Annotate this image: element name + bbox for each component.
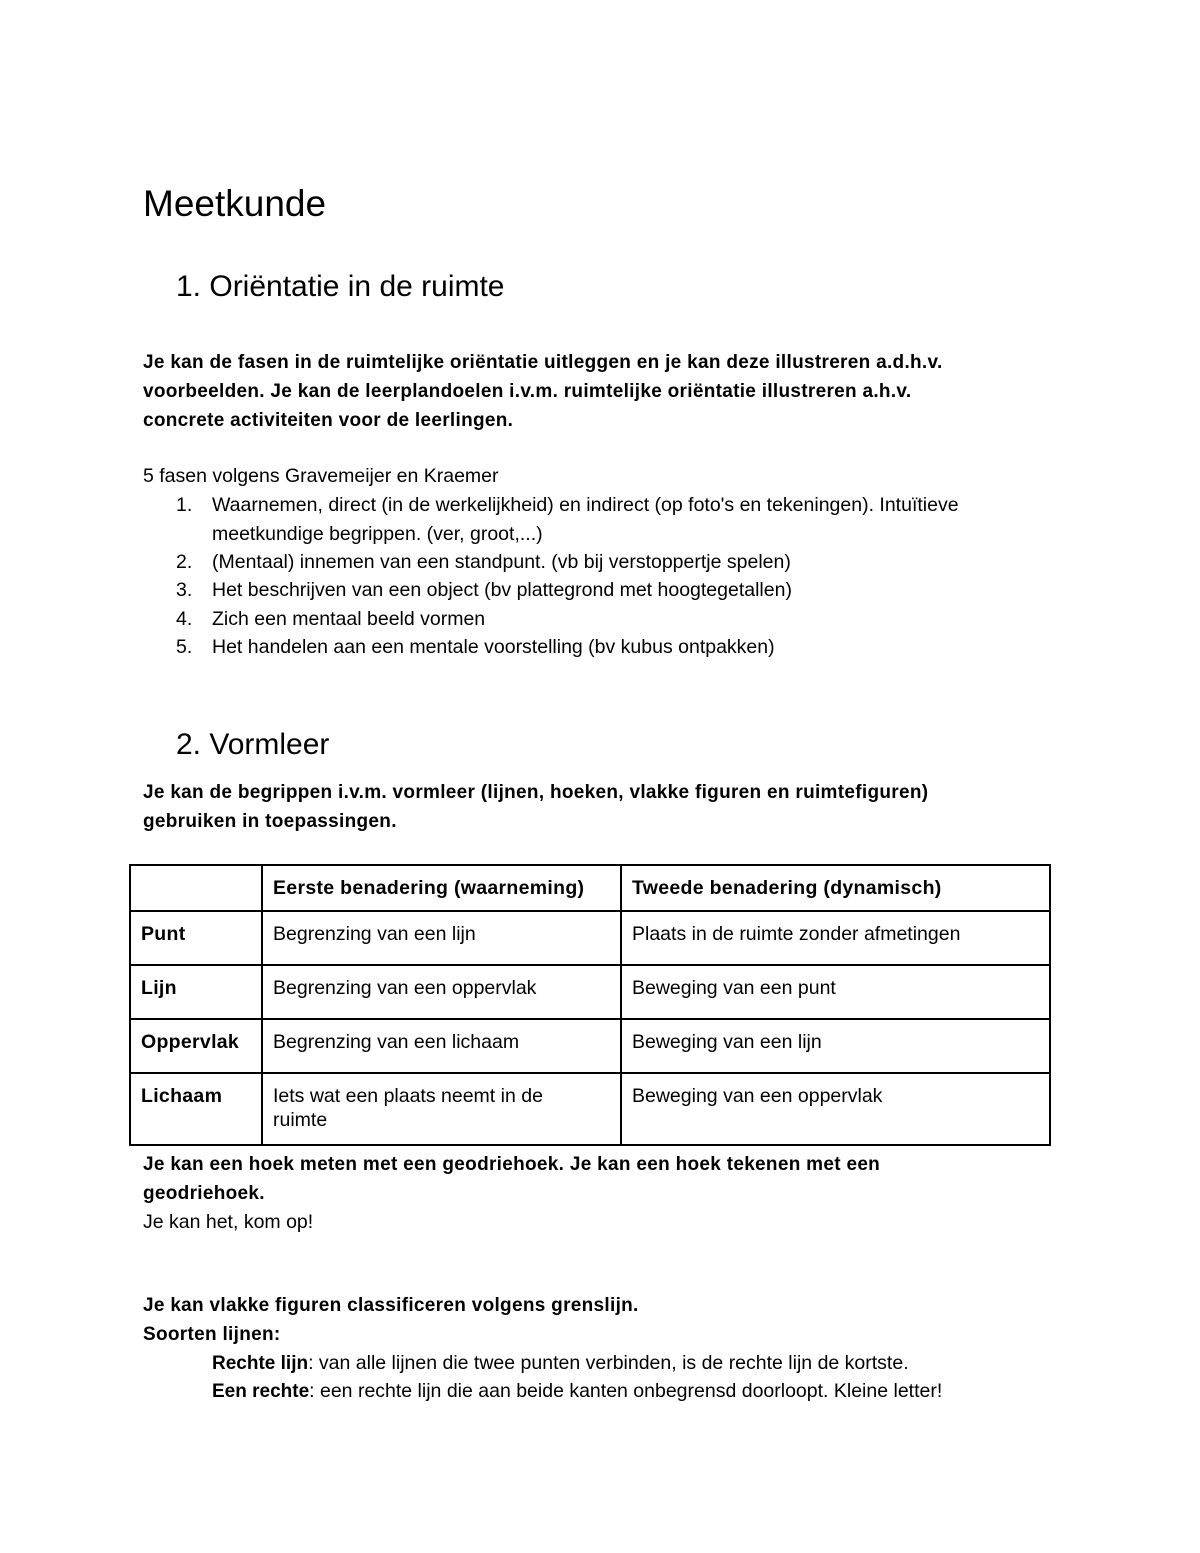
- row-label: Lijn: [130, 965, 262, 1019]
- section-2-goal-line: gebruiken in toepassingen.: [143, 811, 397, 832]
- row-label: Lichaam: [130, 1073, 262, 1145]
- row-label: Punt: [130, 911, 262, 965]
- table-cell: Beweging van een lijn: [621, 1019, 1050, 1073]
- hoek-goal-line: geodriehoek.: [143, 1183, 265, 1204]
- table-header-cell: Tweede benadering (dynamisch): [621, 865, 1050, 911]
- table-cell: Begrenzing van een lichaam: [262, 1019, 621, 1073]
- definition-term: Rechte lijn: [212, 1353, 309, 1374]
- section-1-goal-line: concrete activiteiten voor de leerlingen.: [143, 410, 514, 431]
- table-cell: Beweging van een punt: [621, 965, 1050, 1019]
- table-row: [130, 1073, 1050, 1145]
- list-text: Zich een mentaal beeld vormen: [212, 608, 486, 630]
- list-text: (Mentaal) innemen van een standpunt. (vb bij verstoppertje spelen): [212, 551, 791, 573]
- definition-text: : van alle lijnen die twee punten verbinden, is de rechte lijn de kortste.: [308, 1352, 909, 1374]
- section-1-heading: 1. Oriëntatie in de ruimte: [176, 270, 505, 303]
- definition-een-rechte: [212, 1380, 942, 1403]
- definition-rechte-lijn: [212, 1352, 909, 1375]
- section-2-goal-line: Je kan de begrippen i.v.m. vormleer (lijnen, hoeken, vlakke figuren en ruimtefiguren): [143, 782, 929, 803]
- list-number: 4.: [176, 608, 193, 630]
- list-number: 5.: [176, 636, 193, 658]
- table-cell: Plaats in de ruimte zonder afmetingen: [621, 911, 1050, 965]
- vormleer-table: [129, 864, 1051, 1146]
- table-row: [130, 1019, 1050, 1073]
- hoek-goal-line: Je kan een hoek meten met een geodriehoek. Je kan een hoek tekenen met een: [143, 1154, 881, 1175]
- list-text: Het beschrijven van een object (bv plattegrond met hoogtegetallen): [212, 579, 792, 601]
- definition-text: : een rechte lijn die aan beide kanten onbegrensd doorloopt. Kleine letter!: [309, 1380, 943, 1402]
- list-number: 2.: [176, 551, 193, 573]
- table-cell: Begrenzing van een oppervlak: [262, 965, 621, 1019]
- table-cell: Beweging van een oppervlak: [621, 1073, 1050, 1145]
- table-cell: Iets wat een plaats neemt in de ruimte: [262, 1073, 621, 1145]
- table-header-cell: [130, 865, 262, 911]
- section-1-goal-line: Je kan de fasen in de ruimtelijke oriëntatie uitleggen en je kan deze illustreren a.d.h.v.: [143, 352, 943, 373]
- list-text: Het handelen aan een mentale voorstelling (bv kubus ontpakken): [212, 636, 775, 658]
- list-text: meetkundige begrippen. (ver, groot,...): [212, 523, 543, 545]
- list-number: 3.: [176, 579, 193, 601]
- section-2-heading: 2. Vormleer: [176, 728, 330, 761]
- table-row: [130, 911, 1050, 965]
- table-cell: Begrenzing van een lijn: [262, 911, 621, 965]
- list-number: 1.: [176, 494, 193, 516]
- list-text: Waarnemen, direct (in de werkelijkheid) en indirect (op foto's en tekeningen). Intuïtieve: [212, 494, 959, 516]
- table-row: [130, 965, 1050, 1019]
- soorten-lijnen-label: Soorten lijnen:: [143, 1324, 281, 1345]
- vlakke-figuren-goal: Je kan vlakke figuren classificeren volgens grenslijn.: [143, 1295, 639, 1316]
- fasen-intro: 5 fasen volgens Gravemeijer en Kraemer: [143, 465, 499, 487]
- table-header-cell: Eerste benadering (waarneming): [262, 865, 621, 911]
- hoek-note: Je kan het, kom op!: [143, 1211, 314, 1233]
- page-title: Meetkunde: [143, 183, 327, 224]
- table-header-row: [130, 865, 1050, 911]
- row-label: Oppervlak: [130, 1019, 262, 1073]
- section-1-goal-line: voorbeelden. Je kan de leerplandoelen i.v.m. ruimtelijke oriëntatie illustreren a.h.v.: [143, 381, 912, 402]
- definition-term: Een rechte: [212, 1381, 310, 1402]
